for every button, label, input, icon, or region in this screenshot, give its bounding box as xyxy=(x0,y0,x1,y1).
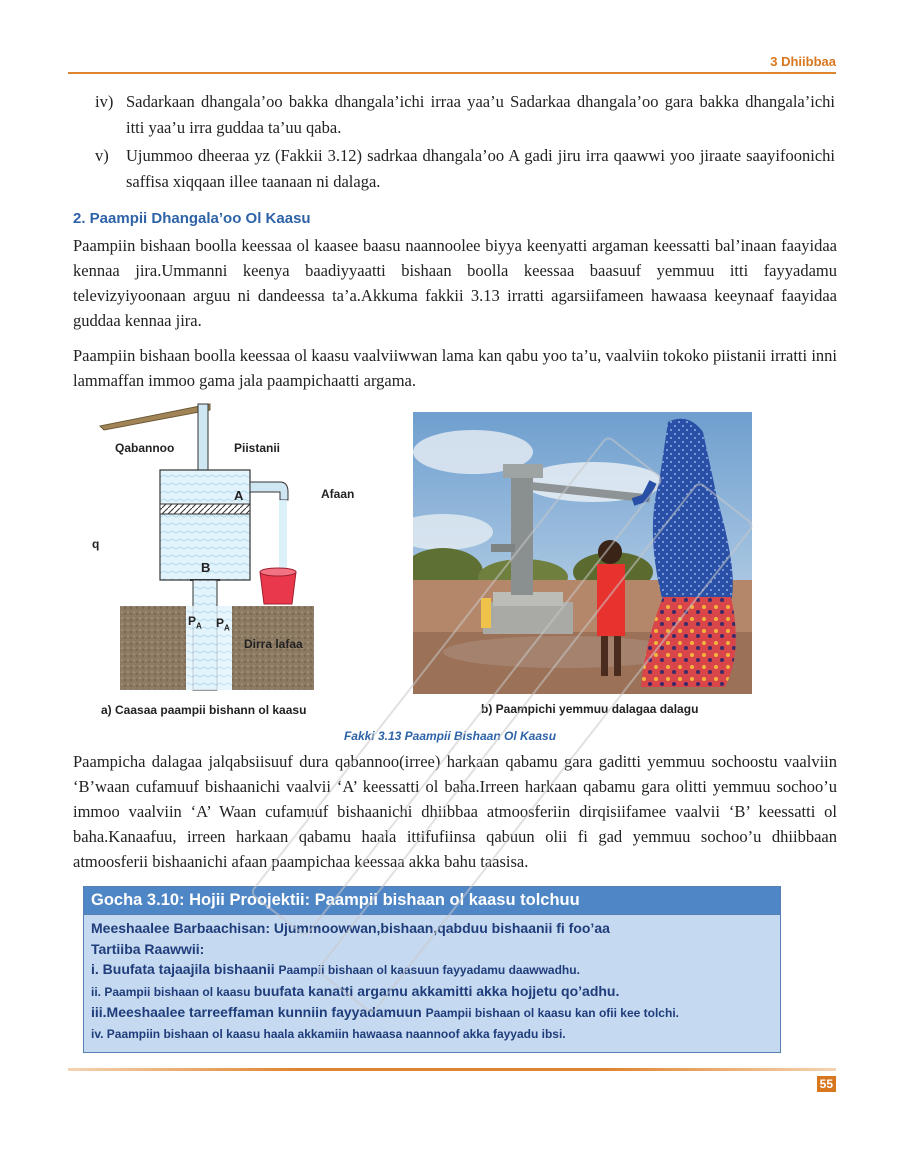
list-text: Ujummoo dheeraa yz (Fakkii 3.12) sadrkaa dhangala’oo A gadi jiru irra qaawwi yoo jiraate saayifoonichi saffisa xiqqaan illee taanaan ni dalaga. xyxy=(126,146,835,191)
pump-photo xyxy=(413,412,752,694)
pump-diagram xyxy=(90,400,380,700)
label-piston: Piistanii xyxy=(234,441,281,455)
label-spout: Afaan xyxy=(321,487,355,501)
paragraph-intro: Paampiin bishaan boolla keessaa ol kaasee baasu naannoolee biyya keenyatti argaman keessatti bal’inaan faayidaa kennaa jira.Ummanni keenya baadiyyaatti bishaan boolla keessaa baasuuf yemmuu itti fayyadamu televizyiyoonaan arguu ni dandeessa ta’a.Akkuma fakkii 3.13 irratti agarsiifameen hawaasa keeynaaf faayidaa guddaa kennaa jira. xyxy=(73,236,837,330)
paragraph-valves: Paampiin bishaan boolla keessaa ol kaasu vaalviiwwan lama kan qabu yoo ta’u, vaalviin tokoko piistanii irratti inni lammaffan immoo gama jala paampichaatti argama. xyxy=(73,346,837,390)
caption-b: b) Paampichi yemmuu dalagaa dalagu xyxy=(481,702,699,716)
list-item xyxy=(95,89,835,141)
valve-a-plate xyxy=(160,504,250,514)
activity-procedure-label: Tartiiba Raawwii: xyxy=(91,940,205,957)
activity-title: Gocha 3.10: Hojii Proojektii: Paampii bishaan ol kaasu tolchuu xyxy=(84,887,780,915)
pump-photo-drawing xyxy=(413,412,752,694)
page-number: 55 xyxy=(817,1076,836,1092)
activity-body xyxy=(84,915,780,1044)
label-q: q xyxy=(92,537,100,551)
list-text: Sadarkaan dhangala’oo bakka dhangala’ichi irraa yaa’u Sadarkaa dhangala’oo gara bakka dhangala’ichi itti yaa’u irra guddaa ta’uu qaba. xyxy=(126,92,835,137)
activity-materials: Meeshaalee Barbaachisan: Ujummoowwan,bishaan,qabduu bishaanii fi foo’aa xyxy=(91,920,610,936)
label-pa-left: $P_A$ xyxy=(188,614,202,631)
figure-caption: Fakki 3.13 Paampii Bishaan Ol Kaasu xyxy=(343,729,557,743)
list-number: v) xyxy=(95,146,109,165)
bucket xyxy=(260,572,296,604)
label-valve-a: A xyxy=(234,488,244,503)
activity-box xyxy=(83,886,781,1053)
activity-step-2: ii. Paampii bishaan ol kaasu buufata kanatti argamu akkamitti akka hojjetu qo’adhu. xyxy=(91,982,620,999)
activity-step-4: iv. Paampiin bishaan ol kaasu haala akkamiin hawaasa naannoof akka fayyadu ibsi. xyxy=(91,1026,566,1041)
label-valve-b: B xyxy=(201,560,211,575)
paragraph-operation: Paampicha dalagaa jalqabsiisuuf dura qabannoo(irree) harkaan qabamu gara gaditti yemmuu sochoostu vaalviin ‘B’waan cufamuuf bishaanichi vaalvii ‘A’ keessatti ol baha.Irreen harkaan qabamu gara olitti yemmuu sochoo’u immoo vaalviin ‘A’ Waan cufamuuf bishaanichi dhiibbaa atmoosferiin dirqisiifamee vaalvii ‘B’ keessatti ol baha.Kanaafuu, irreen harkaan qabamu haala ittifufiinsa qabuun olii fi gad yemmuu sochoo’u dhiibbaan atmoosferii bishaanichi afaan paampichaa keessaa akka bahu taasisa. xyxy=(73,752,837,871)
handle-lever xyxy=(100,404,210,430)
activity-step-1: i. Buufata tajaajila bishaanii Paampii bishaan ol kaasuun fayyadamu daawwadhu. xyxy=(91,961,580,977)
label-ground: Dirra lafaa xyxy=(244,637,303,651)
list-number: iv) xyxy=(95,92,114,111)
label-pa-right: $P_A$ xyxy=(216,616,230,633)
soil-left xyxy=(120,606,186,690)
water-stream xyxy=(279,500,287,572)
header-rule xyxy=(68,72,836,74)
section-title: 2. Paampii Dhangala’oo Ol Kaasu xyxy=(73,210,311,227)
spout xyxy=(250,482,288,500)
list-item xyxy=(95,143,835,195)
chapter-label: 3 Dhiibbaa xyxy=(770,54,836,69)
activity-step-3: iii.Meeshaalee tarreeffaman kunniin fayyadamuun Paampii bishaan ol kaasu kan ofii kee tolchi. xyxy=(91,1004,679,1020)
caption-a: a) Caasaa paampii bishann ol kaasu xyxy=(101,703,307,717)
footer-rule xyxy=(68,1068,836,1071)
label-handle: Qabannoo xyxy=(115,441,175,455)
